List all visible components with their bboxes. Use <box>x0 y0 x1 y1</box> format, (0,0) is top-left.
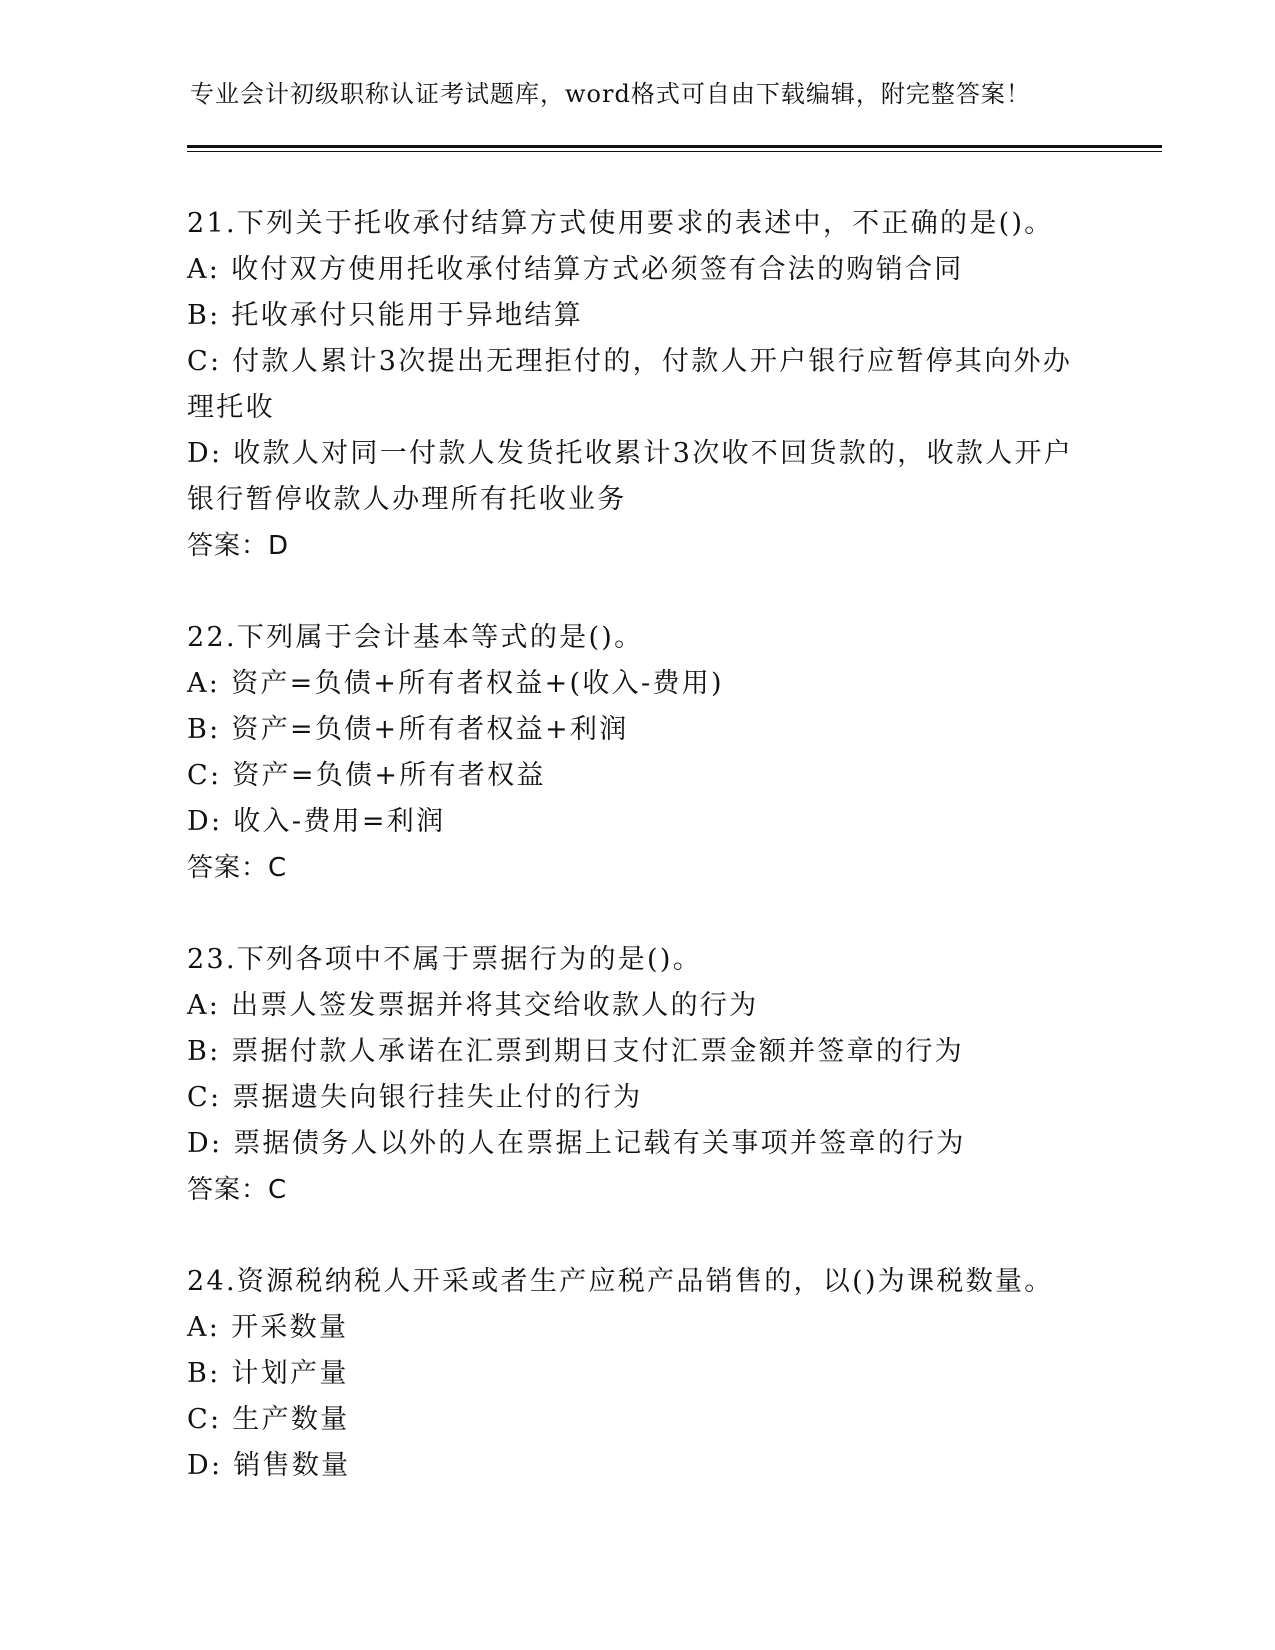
question-24 <box>187 1259 1087 1489</box>
question-list <box>187 201 1087 1535</box>
answer: 答案：C <box>187 853 288 883</box>
question-21 <box>187 201 1087 569</box>
option-a: A: 开采数量 <box>187 1312 349 1343</box>
option-d: D: 收入-费用=利润 <box>187 806 446 837</box>
question-23 <box>187 937 1087 1213</box>
option-c: C: 生产数量 <box>187 1404 350 1435</box>
question-stem: 21.下列关于托收承付结算方式使用要求的表述中，不正确的是()。 <box>187 208 1054 239</box>
option-a: A: 资产=负债+所有者权益+(收入-费用) <box>187 668 724 699</box>
answer: 答案：D <box>187 531 290 561</box>
option-a: A: 出票人签发票据并将其交给收款人的行为 <box>187 990 759 1021</box>
header-rule-thick <box>187 145 1162 148</box>
option-d: D: 收款人对同一付款人发货托收累计3次收不回货款的，收款人开户银行暂停收款人办理所有托收业务 <box>187 438 1074 515</box>
option-b: B: 托收承付只能用于异地结算 <box>187 300 584 331</box>
option-b: B: 计划产量 <box>187 1358 349 1389</box>
page-header: 专业会计初级职称认证考试题库，word格式可自由下载编辑，附完整答案！ <box>190 80 1031 108</box>
option-b: B: 票据付款人承诺在汇票到期日支付汇票金额并签章的行为 <box>187 1036 964 1067</box>
option-d: D: 销售数量 <box>187 1450 351 1481</box>
question-stem: 23.下列各项中不属于票据行为的是()。 <box>187 944 703 975</box>
question-stem: 22.下列属于会计基本等式的是()。 <box>187 622 644 653</box>
option-c: C: 资产=负债+所有者权益 <box>187 760 546 791</box>
option-b: B: 资产=负债+所有者权益+利润 <box>187 714 629 745</box>
answer: 答案：C <box>187 1175 288 1205</box>
option-c: C: 票据遗失向银行挂失止付的行为 <box>187 1082 643 1113</box>
option-a: A: 收付双方使用托收承付结算方式必须签有合法的购销合同 <box>187 254 964 285</box>
header-rule-thin <box>187 151 1162 152</box>
option-d: D: 票据债务人以外的人在票据上记载有关事项并签章的行为 <box>187 1128 966 1159</box>
option-c: C: 付款人累计3次提出无理拒付的，付款人开户银行应暂停其向外办理托收 <box>187 346 1073 423</box>
question-22 <box>187 615 1087 891</box>
question-stem: 24.资源税纳税人开采或者生产应税产品销售的，以()为课税数量。 <box>187 1266 1054 1297</box>
